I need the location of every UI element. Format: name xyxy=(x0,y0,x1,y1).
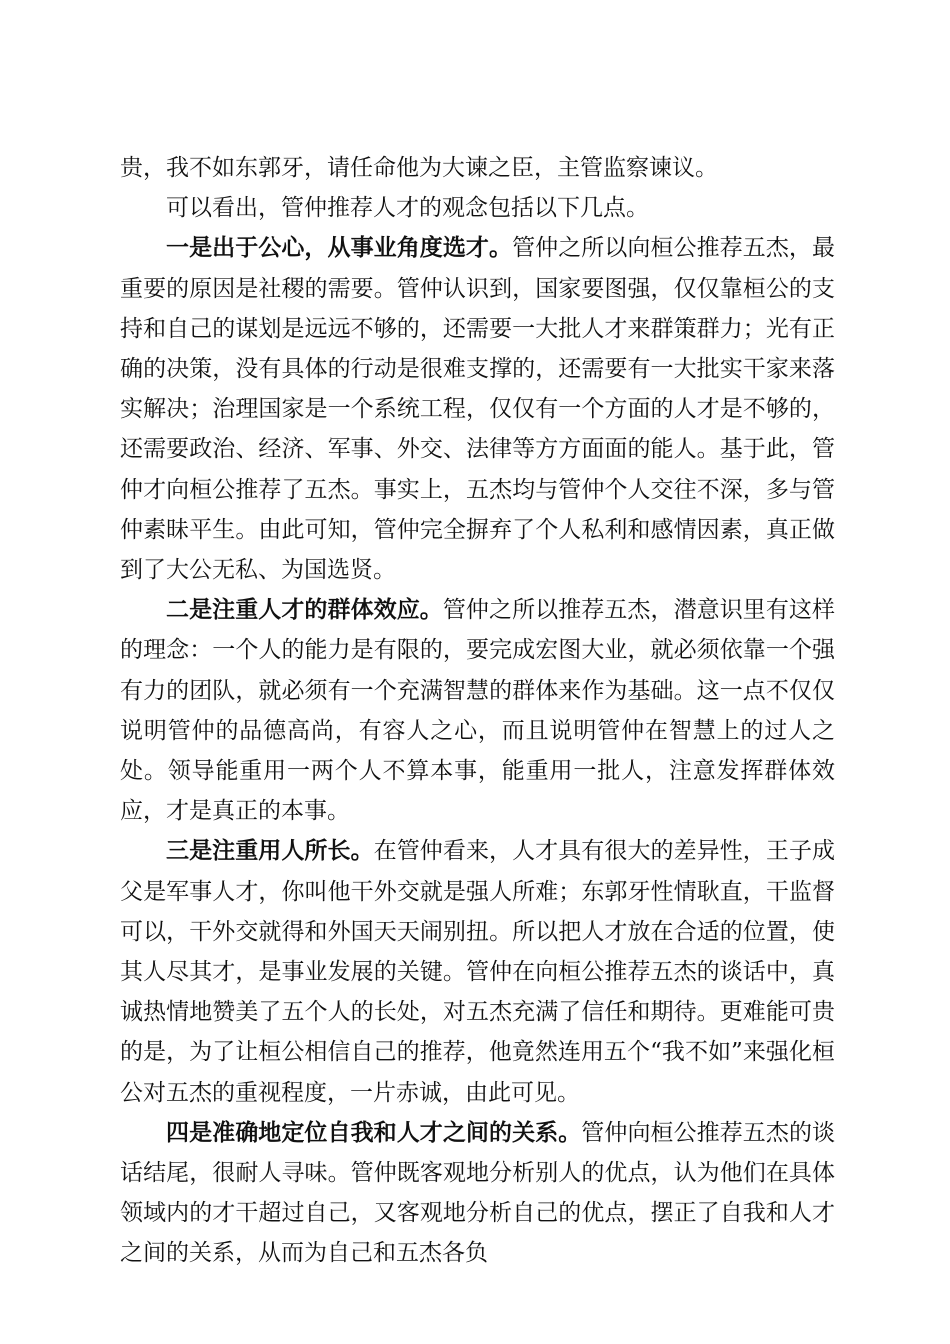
paragraph-3-text: 管仲之所以向桓公推荐五杰，最重要的原因是社稷的需要。管仲认识到，国家要图强，仅仅靠桓公的支持和自己的谋划是远远不够的，还需要一大批人才来群策群力；光有正确的决策，没有具体的行动是很难支撑的，还需要有一大批实干家来落实解决；治理国家是一个系统工程，仅仅有一个方面的人才是不够的，还需要政治、经济、军事、外交、法律等方方面面的能人。基于此，管仲才向桓公推荐了五杰。事实上，五杰均与管仲个人交往不深，多与管仲素昧平生。由此可知，管仲完全摒弃了个人私利和感情因素，真正做到了大公无私、为国选贤。 xyxy=(120,235,836,584)
paragraph-5-text: 在管仲看来，人才具有很大的差异性，王子成父是军事人才，你叫他干外交就是强人所难；东郭牙性情耿直，干监督可以，干外交就得和外国天天闹别扭。所以把人才放在合适的位置，使其人尽其才，是事业发展的关键。管仲在向桓公推荐五杰的谈话中，真诚热情地赞美了五个人的长处，对五杰充满了信任和期待。更难能可贵的是，为了让桓公相信自己的推荐，他竟然连用五个“我不如”来强化桓公对五杰的重视程度，一片赤诚，由此可见。 xyxy=(120,838,836,1106)
paragraph-4 xyxy=(120,590,835,831)
paragraph-2 xyxy=(120,188,835,228)
paragraph-5 xyxy=(120,831,835,1112)
paragraph-4-text: 管仲之所以推荐五杰，潜意识里有这样的理念：一个人的能力是有限的，要完成宏图大业，就必须依靠一个强有力的团队，就必须有一个充满智慧的群体来作为基础。这一点不仅仅说明管仲的品德高尚，有容人之心，而且说明管仲在智慧上的过人之处。领导能重用一两个人不算本事，能重用一批人，注意发挥群体效应，才是真正的本事。 xyxy=(120,597,836,825)
body-text xyxy=(120,148,835,1274)
paragraph-1 xyxy=(120,148,835,188)
paragraph-2-text: 可以看出，管仲推荐人才的观念包括以下几点。 xyxy=(166,195,649,222)
paragraph-4-lead: 二是注重人才的群体效应。 xyxy=(166,597,443,624)
paragraph-1-text: 贵，我不如东郭牙，请任命他为大谏之臣，主管监察谏议。 xyxy=(120,155,718,181)
paragraph-3 xyxy=(120,228,835,590)
paragraph-6 xyxy=(120,1113,835,1274)
paragraph-5-lead: 三是注重用人所长。 xyxy=(166,838,374,865)
paragraph-6-lead: 四是准确地定位自我和人才之间的关系。 xyxy=(166,1119,582,1146)
paragraph-3-lead: 一是出于公心，从事业角度选才。 xyxy=(166,235,513,262)
paragraph-6-text: 管仲向桓公推荐五杰的谈话结尾，很耐人寻味。管仲既客观地分析别人的优点，认为他们在具体领域内的才干超过自己，又客观地分析自己的优点，摆正了自我和人才之间的关系，从而为自己和五杰各负 xyxy=(120,1119,836,1267)
